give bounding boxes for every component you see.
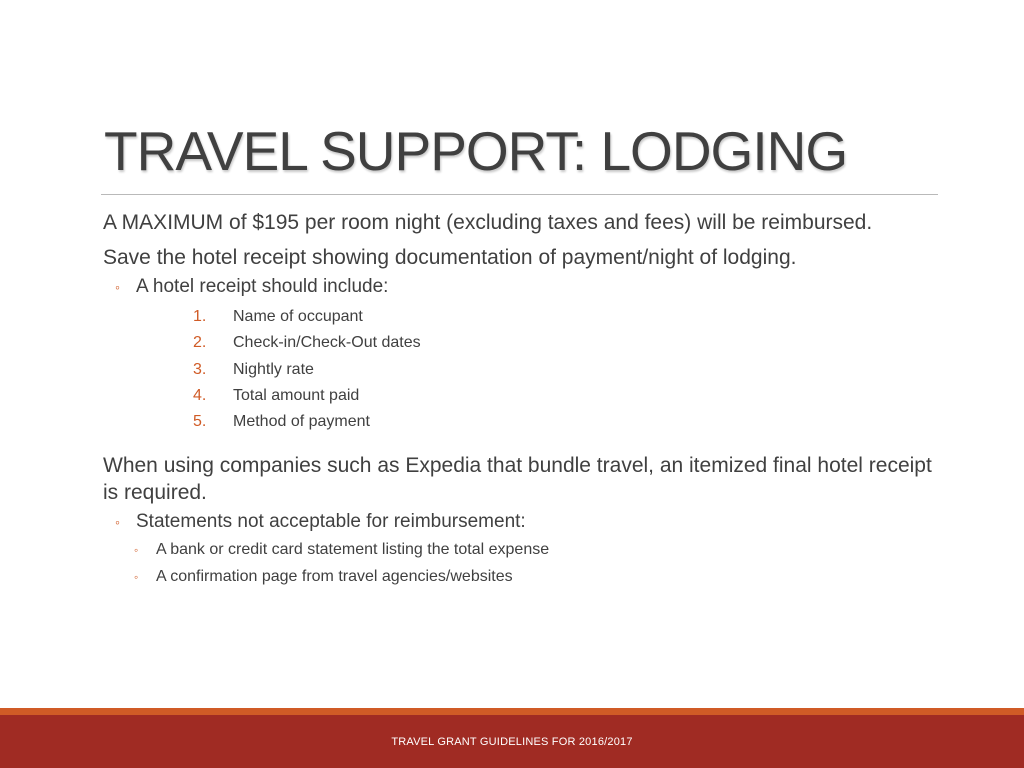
list-number: 1. (193, 308, 207, 325)
statement-text: A bank or credit card statement listing the total expense (156, 541, 550, 559)
receipt-intro-text: A hotel receipt should include: (136, 276, 389, 297)
statement-item (103, 537, 938, 563)
bullet-icon: ◦ (115, 514, 120, 531)
footer-text: TRAVEL GRANT GUIDELINES FOR 2016/2017 (391, 736, 633, 748)
list-item-text: Nightly rate (233, 360, 314, 378)
bullet-icon: ◦ (134, 543, 139, 558)
receipt-items-list (103, 304, 938, 435)
list-item-text: Total amount paid (233, 386, 360, 404)
statement-text: A confirmation page from travel agencies/websites (156, 567, 513, 585)
footer-accent-stripe (0, 708, 1024, 715)
slide-title: TRAVEL SUPPORT: LODGING (104, 120, 848, 182)
statement-item (103, 564, 938, 590)
list-item (103, 330, 938, 356)
save-receipt-paragraph: Save the hotel receipt showing documentation of payment/night of lodging. (103, 246, 797, 269)
list-item (103, 409, 938, 435)
statements-intro-text: Statements not acceptable for reimbursement: (136, 511, 526, 533)
max-rate-paragraph: A MAXIMUM of $195 per room night (excluding taxes and fees) will be reimbursed. (103, 211, 873, 234)
list-item-text: Method of payment (233, 413, 370, 431)
list-item (103, 383, 938, 409)
list-number: 2. (193, 334, 207, 352)
list-number: 3. (193, 360, 207, 378)
list-item (103, 357, 938, 383)
list-item-text: Check-in/Check-Out dates (233, 334, 421, 352)
bullet-icon: ◦ (134, 569, 139, 584)
slide-body (103, 209, 938, 590)
bullet-icon: ◦ (115, 279, 120, 295)
title-divider (101, 194, 938, 195)
list-item (103, 304, 938, 330)
expedia-paragraph: When using companies such as Expedia that bundle travel, an itemized final hotel receipt is required. (103, 454, 932, 505)
list-number: 5. (193, 413, 207, 431)
statements-intro (115, 509, 938, 535)
list-item-text: Name of occupant (233, 308, 363, 325)
receipt-intro (115, 274, 938, 300)
list-number: 4. (193, 386, 207, 404)
